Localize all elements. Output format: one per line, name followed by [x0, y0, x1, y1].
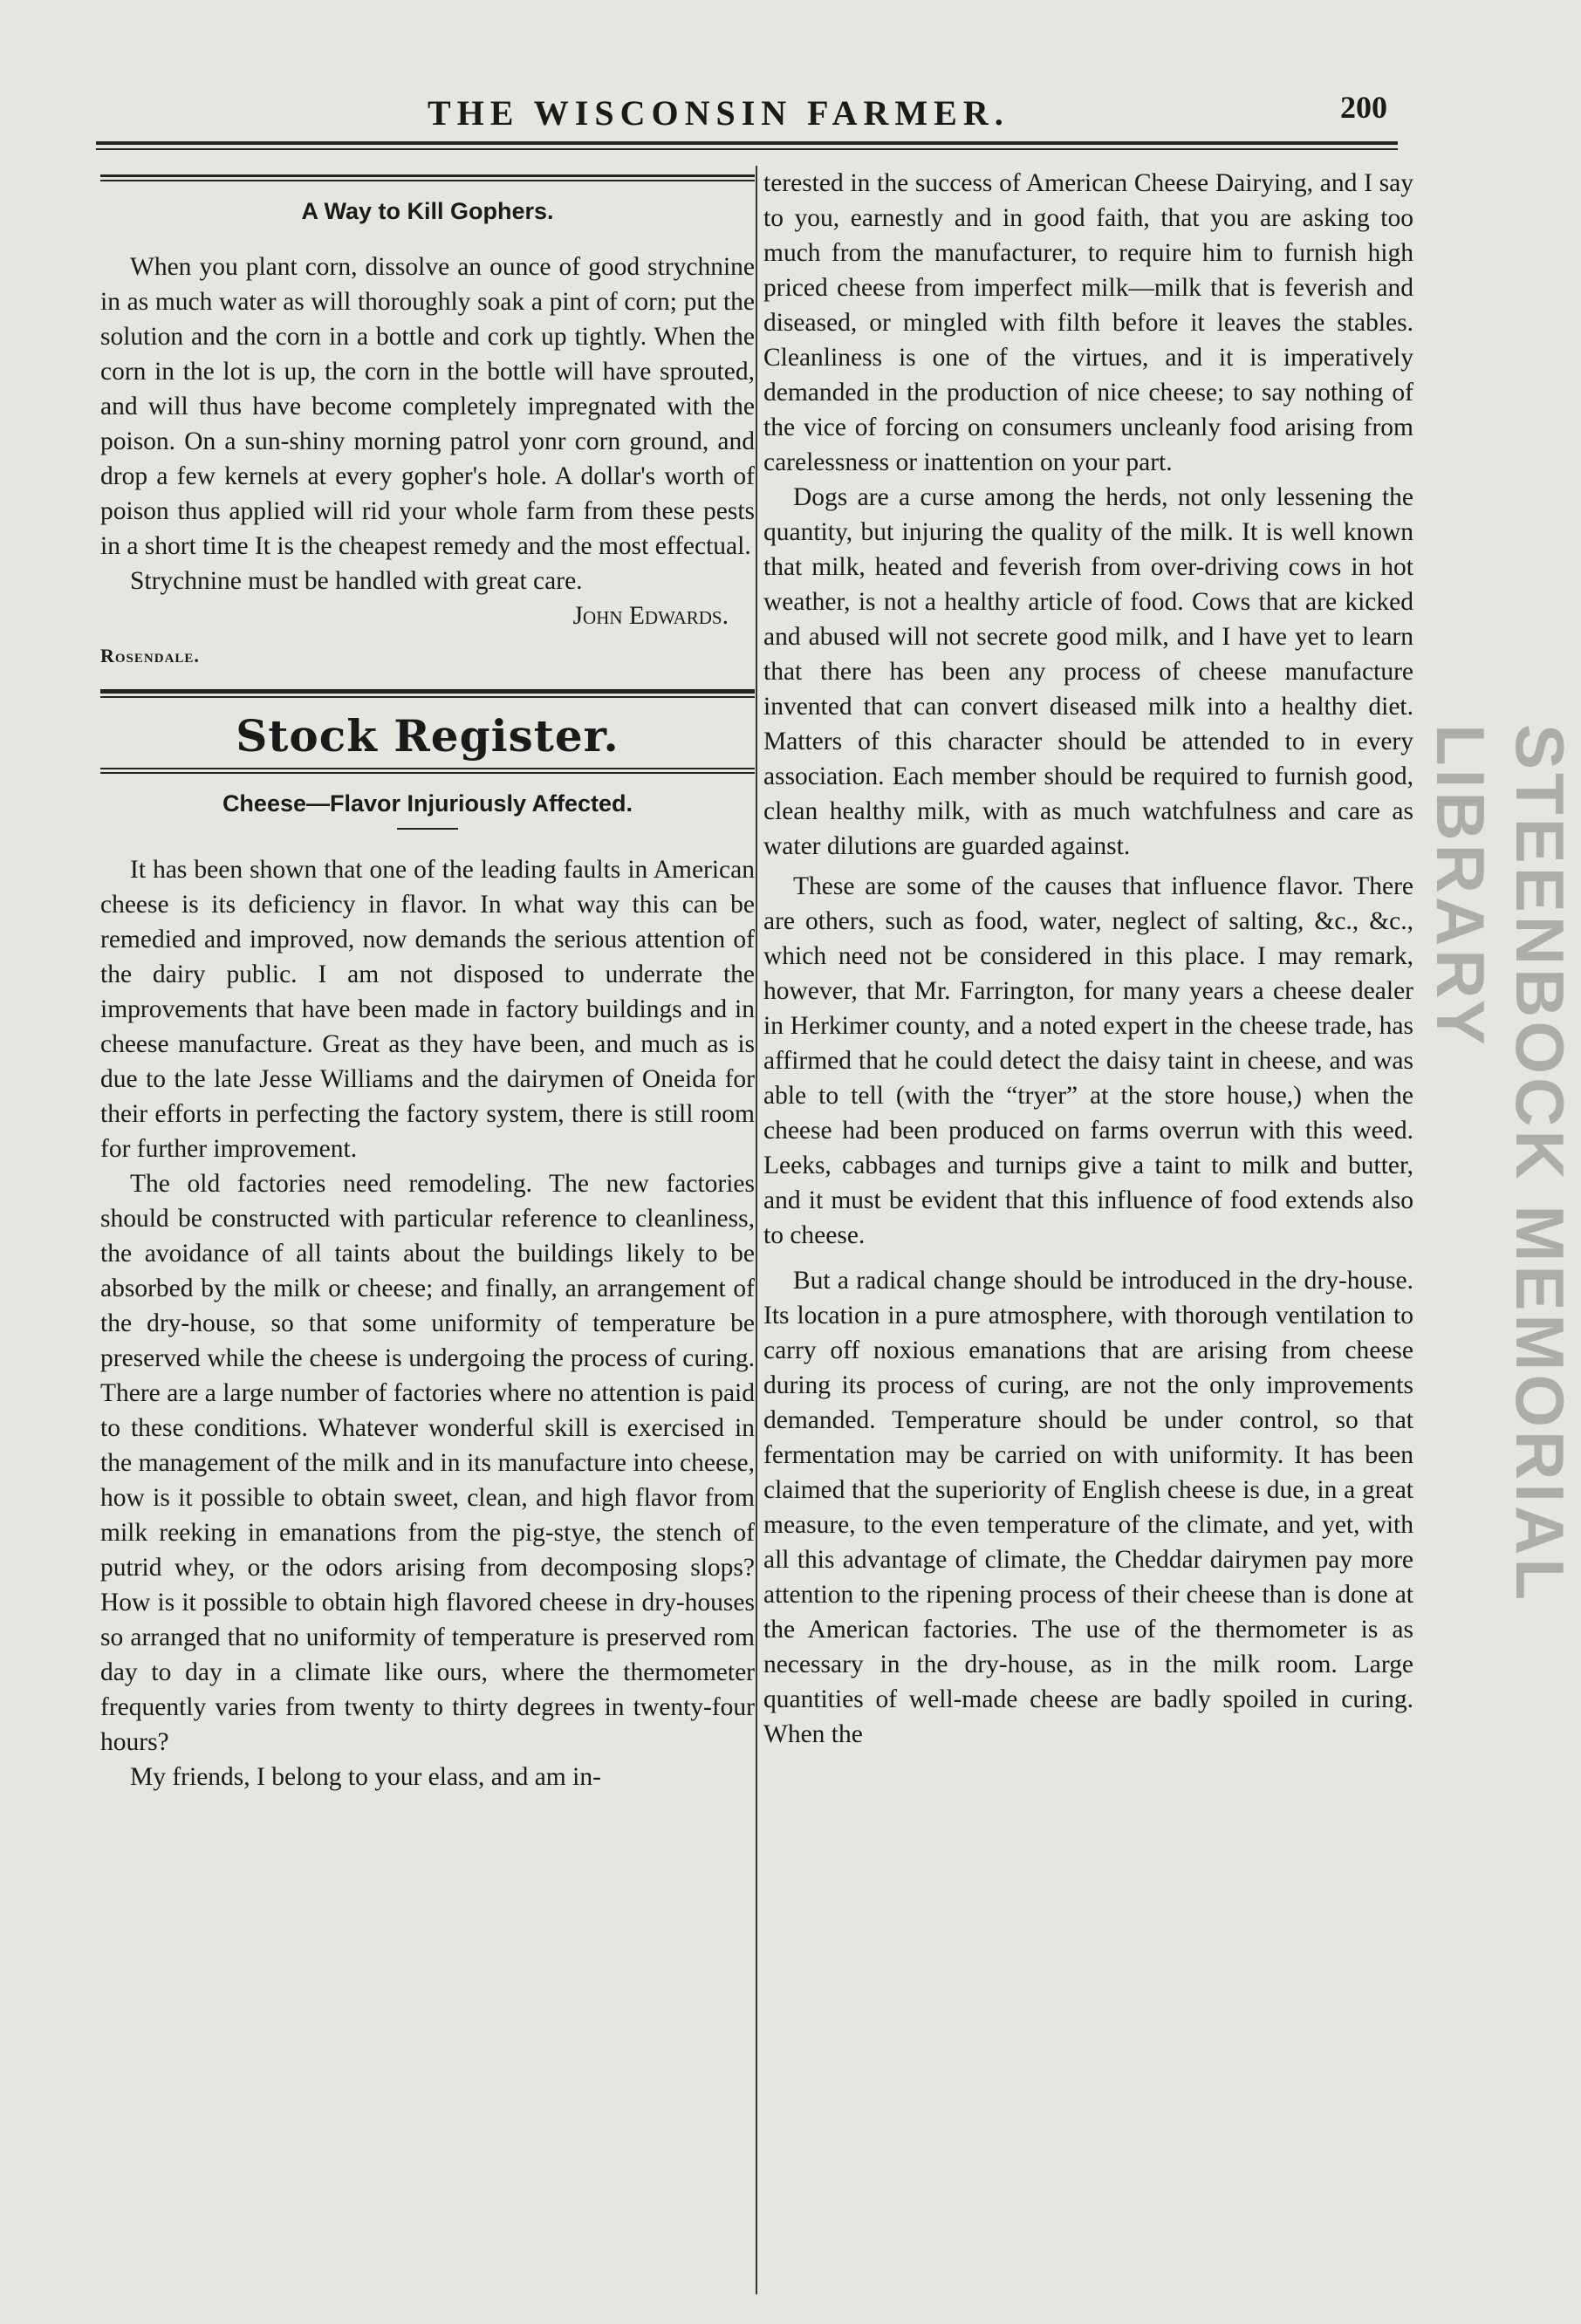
cheese-paragraph: My friends, I belong to your elass, and am in-: [130, 1763, 601, 1791]
header-rule-thin: [96, 148, 1398, 150]
article-rule: [100, 174, 755, 177]
left-column: [100, 166, 755, 1794]
gophers-paragraph: When you plant corn, dissolve an ounce of good strychnine in as much water as will thoroughly soak a pint of corn; put the solution and the corn in a bottle and cork up tightly. When the corn in the lot is up, the corn in the bottle will have sprouted, and will thus have become completely impregnated with the poison. On a sun-shiny morning patrol yonr corn ground, and drop a few kernels at every gopher's hole. A dollar's worth of poison thus applied will rid your whole farm from these pests in a short time It is the cheapest remedy and the most effectual.: [100, 253, 755, 560]
page-number: 200: [1340, 90, 1387, 125]
gophers-headline: A Way to Kill Gophers.: [301, 198, 554, 224]
cheese-paragraph: It has been shown that one of the leading faults in American cheese is its deficiency in flavor. In what way this can be remedied and improved, now demands the serious attention of the dairy public. I am not disposed to underrate the improvements that have been made in factory buildings and in cheese manufacture. Great as they have been, and much as is due to the late Jesse Williams and the dairymen of Oneida for their efforts in perfecting the factory system, there is still room for further improvement.: [100, 856, 755, 1163]
gophers-location: Rosendale.: [100, 645, 200, 666]
gophers-paragraph: Strychnine must be handled with great care.: [130, 567, 583, 595]
cheese-paragraph: The old factories need remodeling. The new factories should be constructed with particular reference to cleanliness, the avoidance of all taints about the buildings likely to be absorbed by the milk or cheese; and finally, an arrangement of the dry-house, so that some uniformity of temperature be preserved while the cheese is undergoing the process of curing. There are a large number of factories where no attention is paid to these conditions. Whatever wonderful skill is exercised in the management of the milk and in its manufacture into cheese, how is it possible to obtain sweet, clean, and high flavor from milk reeking in emanations from the pig-stye, the stench of putrid whey, or the odors arising from decomposing slops? How is it possible to obtain high flavored cheese in dry-houses so arranged that no uniformity of temperature is preserved rom day to day in a climate like ours, where the thermometer frequently varies from twenty to thirty degrees in twenty-four hours?: [100, 1170, 755, 1756]
headline-underline: [397, 828, 458, 830]
cheese-continuation: terested in the success of American Cheese Dairying, and I say to you, earnestly and in good faith, that you are asking too much from the manufacturer, to require him to furnish high priced cheese from imperfect milk—milk that is feverish and diseased, or mingled with filth before it leaves the stables. Cleanliness is one of the virtues, and it is imperatively demanded in the production of nice cheese; to say nothing of the vice of forcing on consumers uncleanly food arising from carelessness or inattention on your part.: [763, 169, 1413, 476]
section-title: Stock Register.: [236, 710, 619, 762]
section-rule: [100, 696, 755, 698]
page-header: [96, 87, 1396, 140]
column-divider: [756, 166, 757, 2294]
section-rule: [100, 689, 755, 694]
section-rule: [100, 772, 755, 774]
cheese-paragraph: But a radical change should be introduced in the dry-house. Its location in a pure atmosphere, with thorough ventilation to carry off noxious emanations that are arising from cheese during its process of curing, are not the only improvements demanded. Temperature should be under control, so that fermentation may be carried on with uniformity. It has been claimed that the superiority of English cheese is due, in a great measure, to the even temperature of the climate, and yet, with all this advantage of climate, the Cheddar dairymen pay more attention to the ripening process of their cheese than is done at the American factories. The use of the thermometer is as necessary in the dry-house, as in the milk room. Large quantities of well-made cheese are badly spoiled in curing. When the: [763, 1267, 1413, 1748]
cheese-paragraph: Dogs are a curse among the herds, not only lessening the quantity, but injuring the quality of the milk. It is well known that milk, heated and feverish from over-driving cows in hot weather, is not a healthy article of food. Cows that are kicked and abused will not secrete good milk, and I have yet to learn that there has been any process of cheese manufacture invented that can convert diseased milk into a healthy diet. Matters of this character should be attended to in every association. Each member should be required to furnish good, clean healthy milk, with as much watchfulness and care as water dilutions are guarded against.: [763, 483, 1413, 860]
cheese-paragraph: These are some of the causes that influence flavor. There are others, such as food, water, neglect of salting, &c., &c., which need not be considered in this place. I may remark, however, that Mr. Farrington, for many years a cheese dealer in Herkimer county, and a noted expert in the cheese trade, has affirmed that he could detect the daisy taint in cheese, and was able to tell (with the “tryer” at the store house,) when the cheese had been produced on farms overrun with this weed. Leeks, cabbages and turnips give a taint to milk and butter, and it must be evident that this influence of food extends also to cheese.: [763, 872, 1413, 1249]
cheese-headline: Cheese—Flavor Injuriously Affected.: [222, 790, 633, 817]
header-rule-thick: [96, 141, 1398, 145]
article-rule: [100, 180, 755, 181]
section-rule: [100, 768, 755, 769]
running-head: THE WISCONSIN FARMER.: [428, 93, 1010, 133]
library-stamp: STEENBOCK MEMORIAL LIBRARY: [1422, 724, 1578, 1603]
right-column: [763, 166, 1413, 1752]
gophers-signature: John Edwards.: [572, 602, 729, 630]
